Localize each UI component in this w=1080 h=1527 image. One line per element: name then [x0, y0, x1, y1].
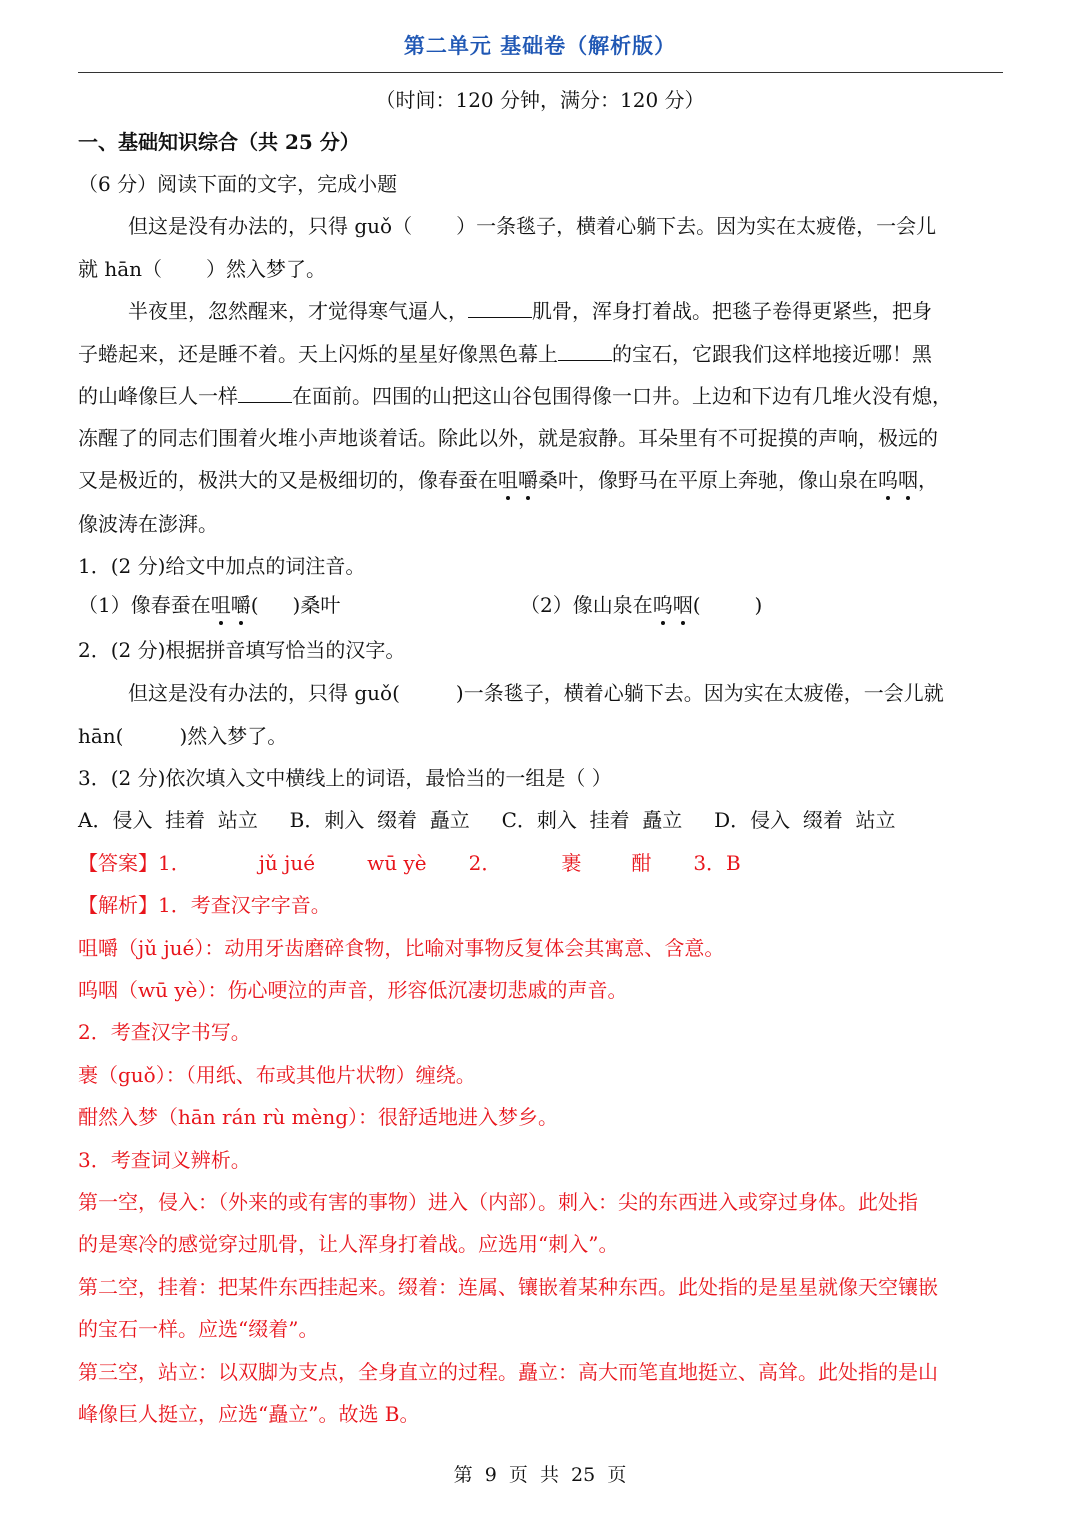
question-1-stem: 1．(2 分)给文中加点的词注音。: [78, 554, 366, 578]
passage-line: 的山峰像巨人一样 在面前。四围的山把这山谷包围得像一口井。上边和下边有几堆火没有熄，: [78, 384, 952, 408]
exam-time-info: （时间：120 分钟，满分：120 分）: [375, 88, 705, 112]
question-1-item-2: （2）像山泉在呜咽( ): [520, 593, 763, 617]
analysis-line: 的是寒冷的感觉穿过肌骨，让人浑身打着战。应选用“刺入”。: [78, 1232, 619, 1256]
analysis-line: 呜咽（wū yè）：伤心哽泣的声音，形容低沉凄切悲戚的声音。: [78, 978, 628, 1002]
analysis-line: 裹（guǒ）：（用纸、布或其他片状物）缠绕。: [78, 1063, 476, 1087]
analysis-line: 第三空，站立：以双脚为支点，全身直立的过程。矗立：高大而笔直地挺立、高耸。此处指的是山: [78, 1360, 938, 1384]
analysis-line: 峰像巨人挺立，应选“矗立”。故选 B。: [78, 1402, 420, 1426]
section-heading: 一、基础知识综合（共 25 分）: [78, 130, 360, 154]
analysis-line: 的宝石一样。应选“缀着”。: [78, 1317, 319, 1341]
document-title: 第二单元 基础卷（解析版）: [403, 33, 677, 58]
header-divider: [78, 72, 1003, 73]
question-1-item-1: （1）像春蚕在咀嚼( )桑叶: [78, 593, 341, 617]
question-2-stem: 2．(2 分)根据拼音填写恰当的汉字。: [78, 638, 406, 662]
passage-line: 冻醒了的同志们围着火堆小声地谈着话。除此以外，就是寂静。耳朵里有不可捉摸的声响，极远的: [78, 426, 938, 450]
analysis-line: 酣然入梦（hān rán rù mèng）：很舒适地进入梦乡。: [78, 1105, 559, 1129]
fill-blank-2: [558, 340, 612, 361]
question-2-text: hān( )然入梦了。: [78, 724, 288, 748]
question-3-stem: 3．(2 分)依次填入文中横线上的词语，最恰当的一组是（ ）: [78, 766, 612, 790]
passage-line: 子蜷起来，还是睡不着。天上闪烁的星星好像黑色幕上 的宝石，它跟我们这样地接近哪！黑: [78, 342, 932, 366]
question-3-options: A．侵入 挂着 站立 B．刺入 缀着 矗立 C．刺入 挂着 矗立 D．侵入 缀着 站立: [78, 808, 896, 832]
passage-line: 但这是没有办法的，只得 guǒ（ ）一条毯子，横着心躺下去。因为实在太疲倦，一会儿: [128, 214, 937, 238]
passage-line: 又是极近的，极洪大的又是极细切的，像春蚕在咀嚼桑叶，像野马在平原上奔驰，像山泉在呜咽，: [78, 468, 938, 492]
fill-blank-3: [238, 382, 292, 403]
passage-line: 像波涛在澎湃。: [78, 512, 218, 536]
reading-intro: （6 分）阅读下面的文字，完成小题: [78, 172, 398, 196]
analysis-line: 第一空，侵入：（外来的或有害的事物）进入（内部）。刺入：尖的东西进入或穿过身体。此处指: [78, 1190, 918, 1214]
question-2-text: 但这是没有办法的，只得 guǒ( )一条毯子，横着心躺下去。因为实在太疲倦，一会儿就: [128, 681, 944, 705]
passage-line: 就 hān（ ）然入梦了。: [78, 257, 327, 281]
answer-line: 【答案】1． jǔ jué wū yè 2． 裹 酣 3．B: [78, 851, 741, 875]
analysis-line: 第二空，挂着：把某件东西挂起来。缀着：连属、镶嵌着某种东西。此处指的是星星就像天空镶嵌: [78, 1275, 938, 1299]
passage-line: 半夜里，忽然醒来，才觉得寒气逼人， 肌骨，浑身打着战。把毯子卷得更紧些，把身: [128, 299, 932, 323]
analysis-line: 咀嚼（jǔ jué）：动用牙齿磨碎食物，比喻对事物反复体会其寓意、含意。: [78, 936, 725, 960]
analysis-line: 3．考查词义辨析。: [78, 1148, 251, 1172]
analysis-line: 2．考查汉字书写。: [78, 1020, 251, 1044]
analysis-line: 【解析】1．考查汉字字音。: [78, 893, 331, 917]
fill-blank-1: [468, 297, 532, 318]
page-number: 第 9 页 共 25 页: [453, 1464, 627, 1486]
